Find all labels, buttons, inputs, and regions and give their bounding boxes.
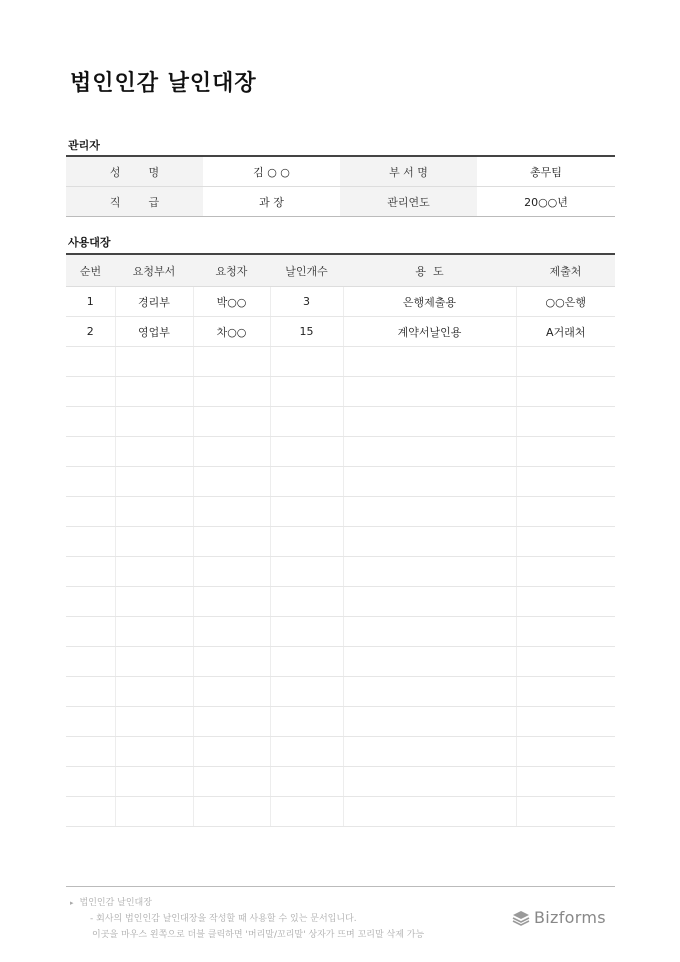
table-cell[interactable]	[516, 467, 615, 497]
manager-value: 총무팀	[477, 156, 615, 187]
table-cell[interactable]	[115, 497, 193, 527]
table-cell[interactable]	[270, 377, 343, 407]
table-cell[interactable]	[115, 647, 193, 677]
footer-doc-name	[70, 895, 152, 908]
table-cell[interactable]: ○○은행	[516, 287, 615, 317]
table-cell[interactable]	[66, 797, 115, 827]
table-cell[interactable]	[270, 467, 343, 497]
table-cell[interactable]	[66, 497, 115, 527]
table-cell[interactable]	[270, 557, 343, 587]
table-cell[interactable]	[516, 677, 615, 707]
table-cell[interactable]	[115, 347, 193, 377]
table-cell[interactable]	[115, 617, 193, 647]
table-cell[interactable]	[343, 647, 516, 677]
table-row	[66, 797, 615, 827]
table-row	[66, 527, 615, 557]
table-cell[interactable]: 경리부	[115, 287, 193, 317]
table-cell[interactable]	[66, 677, 115, 707]
table-cell[interactable]	[66, 407, 115, 437]
table-cell[interactable]	[270, 677, 343, 707]
column-header: 순번	[66, 254, 115, 287]
table-cell[interactable]	[270, 347, 343, 377]
table-cell[interactable]	[270, 767, 343, 797]
table-row	[66, 287, 615, 317]
table-cell[interactable]	[270, 647, 343, 677]
table-cell[interactable]	[516, 647, 615, 677]
table-row	[66, 437, 615, 467]
table-cell[interactable]	[193, 737, 270, 767]
table-cell[interactable]	[193, 497, 270, 527]
table-cell[interactable]	[516, 767, 615, 797]
table-cell[interactable]	[270, 437, 343, 467]
table-cell[interactable]	[193, 767, 270, 797]
table-cell[interactable]	[115, 587, 193, 617]
table-cell[interactable]	[343, 437, 516, 467]
table-cell[interactable]	[66, 647, 115, 677]
column-header: 요청부서	[115, 254, 193, 287]
table-cell[interactable]	[193, 617, 270, 647]
manager-row	[66, 187, 615, 217]
manager-label: 성 명	[66, 156, 203, 187]
table-cell[interactable]	[193, 797, 270, 827]
table-cell[interactable]	[115, 467, 193, 497]
table-row	[66, 647, 615, 677]
table-cell[interactable]	[516, 587, 615, 617]
table-cell[interactable]	[115, 797, 193, 827]
table-cell[interactable]	[270, 707, 343, 737]
table-cell[interactable]	[270, 737, 343, 767]
table-cell[interactable]	[516, 737, 615, 767]
page-title: 법인인감 날인대장	[70, 71, 257, 96]
table-cell[interactable]	[516, 377, 615, 407]
footer-hint: 이곳을 마우스 왼쪽으로 더블 클릭하면 '머리말/꼬리말' 상자가 뜨며 꼬리말 삭제 가능	[92, 930, 425, 940]
table-cell[interactable]	[343, 587, 516, 617]
table-cell[interactable]	[66, 377, 115, 407]
table-cell[interactable]	[343, 707, 516, 737]
table-cell[interactable]	[516, 437, 615, 467]
manager-value: 과 장	[203, 187, 340, 217]
table-cell[interactable]	[193, 707, 270, 737]
table-cell[interactable]	[270, 587, 343, 617]
table-cell[interactable]	[343, 527, 516, 557]
table-cell[interactable]	[66, 467, 115, 497]
table-row	[66, 377, 615, 407]
table-cell[interactable]: 은행제출용	[343, 287, 516, 317]
table-row	[66, 767, 615, 797]
table-cell[interactable]	[343, 407, 516, 437]
table-cell[interactable]	[193, 407, 270, 437]
table-cell[interactable]	[193, 437, 270, 467]
table-cell[interactable]	[66, 767, 115, 797]
table-row	[66, 617, 615, 647]
table-cell[interactable]	[115, 557, 193, 587]
table-cell[interactable]	[66, 557, 115, 587]
table-cell[interactable]	[516, 497, 615, 527]
table-cell[interactable]: 15	[270, 317, 343, 347]
manager-row	[66, 156, 615, 187]
table-cell[interactable]: 3	[270, 287, 343, 317]
table-cell[interactable]	[343, 617, 516, 647]
table-cell[interactable]	[115, 377, 193, 407]
table-row	[66, 407, 615, 437]
table-row	[66, 317, 615, 347]
table-cell[interactable]	[193, 677, 270, 707]
table-cell[interactable]	[193, 527, 270, 557]
table-row	[66, 737, 615, 767]
brand-logo	[512, 908, 606, 927]
table-cell[interactable]	[516, 347, 615, 377]
table-cell[interactable]: 2	[66, 317, 115, 347]
table-cell[interactable]	[343, 797, 516, 827]
table-cell[interactable]	[115, 437, 193, 467]
table-cell[interactable]	[343, 467, 516, 497]
table-cell[interactable]	[343, 737, 516, 767]
table-cell[interactable]	[193, 587, 270, 617]
table-cell[interactable]	[516, 617, 615, 647]
column-header: 날인개수	[270, 254, 343, 287]
table-row	[66, 557, 615, 587]
table-cell[interactable]	[115, 767, 193, 797]
table-cell[interactable]	[270, 527, 343, 557]
table-cell[interactable]	[270, 617, 343, 647]
column-header: 용 도	[343, 254, 516, 287]
table-cell[interactable]	[516, 407, 615, 437]
manager-value: 김 ○ ○	[203, 156, 340, 187]
table-cell[interactable]	[115, 407, 193, 437]
table-cell[interactable]	[270, 497, 343, 527]
manager-table	[66, 155, 615, 217]
table-cell[interactable]	[66, 707, 115, 737]
table-cell[interactable]: 1	[66, 287, 115, 317]
table-cell[interactable]	[343, 767, 516, 797]
table-cell[interactable]	[516, 557, 615, 587]
usage-table	[66, 253, 615, 827]
bullet-icon: ▸	[70, 899, 74, 907]
table-cell[interactable]	[193, 467, 270, 497]
table-cell[interactable]: A거래처	[516, 317, 615, 347]
table-row	[66, 347, 615, 377]
table-cell[interactable]	[516, 797, 615, 827]
table-cell[interactable]	[193, 647, 270, 677]
table-row	[66, 497, 615, 527]
table-cell[interactable]	[66, 737, 115, 767]
brand-name: Bizforms	[534, 908, 606, 927]
table-row	[66, 587, 615, 617]
footer-description: - 회사의 법인인감 날인대장을 작성할 때 사용할 수 있는 문서입니다.	[90, 914, 357, 924]
table-cell[interactable]	[270, 797, 343, 827]
manager-section-title: 관리자	[68, 139, 100, 152]
column-header: 요청자	[193, 254, 270, 287]
manager-label: 직 급	[66, 187, 203, 217]
table-cell[interactable]	[343, 347, 516, 377]
table-cell[interactable]	[516, 707, 615, 737]
table-cell[interactable]	[115, 737, 193, 767]
table-row	[66, 677, 615, 707]
footer-divider	[66, 886, 615, 887]
usage-section-title: 사용대장	[68, 236, 111, 249]
table-cell[interactable]	[343, 377, 516, 407]
table-cell[interactable]	[193, 347, 270, 377]
table-row	[66, 467, 615, 497]
manager-label: 부 서 명	[340, 156, 477, 187]
table-cell[interactable]	[516, 527, 615, 557]
table-cell[interactable]	[115, 677, 193, 707]
manager-value: 20○○년	[477, 187, 615, 217]
table-cell[interactable]	[343, 557, 516, 587]
manager-label: 관리연도	[340, 187, 477, 217]
table-cell[interactable]	[66, 587, 115, 617]
table-cell[interactable]	[270, 407, 343, 437]
table-cell[interactable]	[193, 557, 270, 587]
table-cell[interactable]	[193, 377, 270, 407]
footer-doc-name-text: 법인인감 날인대장	[79, 898, 152, 908]
table-cell[interactable]: 영업부	[115, 317, 193, 347]
table-row	[66, 707, 615, 737]
table-cell[interactable]	[115, 527, 193, 557]
table-cell[interactable]	[343, 677, 516, 707]
table-cell[interactable]	[66, 347, 115, 377]
table-cell[interactable]: 차○○	[193, 317, 270, 347]
table-cell[interactable]: 계약서날인용	[343, 317, 516, 347]
table-cell[interactable]	[343, 497, 516, 527]
stacked-layers-icon	[512, 909, 530, 927]
table-cell[interactable]	[66, 437, 115, 467]
table-cell[interactable]	[115, 707, 193, 737]
table-cell[interactable]: 박○○	[193, 287, 270, 317]
column-header: 제출처	[516, 254, 615, 287]
table-cell[interactable]	[66, 617, 115, 647]
table-cell[interactable]	[66, 527, 115, 557]
